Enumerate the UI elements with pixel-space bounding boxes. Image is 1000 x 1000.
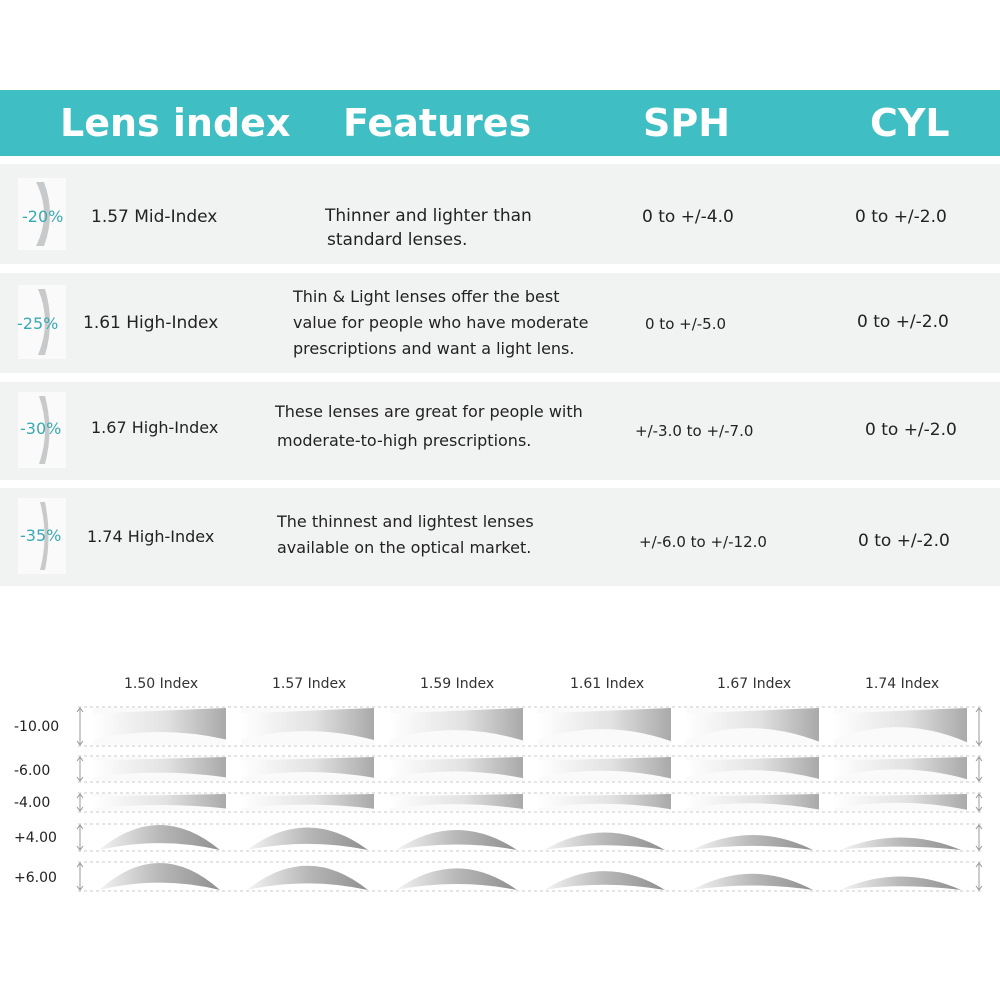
lens-cross-section — [247, 828, 368, 851]
thickness-reduction: -30% — [20, 419, 62, 438]
index-label: 1.67 Index — [717, 676, 792, 692]
lens-cross-section — [544, 871, 665, 890]
features-line: available on the optical market. — [277, 538, 532, 557]
features-line: Thin & Light lenses offer the best — [293, 287, 560, 306]
header-lens-index: Lens index — [60, 101, 291, 145]
sph-range: 0 to +/-5.0 — [645, 315, 727, 333]
header-sph: SPH — [643, 101, 731, 145]
lens-cross-section — [99, 863, 220, 890]
features-line: These lenses are great for people with — [275, 402, 583, 421]
lens-cross-section — [692, 835, 813, 850]
features-line: standard lenses. — [327, 230, 468, 250]
lens-cross-section — [692, 874, 813, 890]
header-features: Features — [343, 101, 532, 145]
index-label: 1.61 Index — [570, 676, 645, 692]
thickness-reduction: -25% — [17, 314, 59, 333]
features-line: moderate-to-high prescriptions. — [277, 431, 532, 450]
sph-range: 0 to +/-4.0 — [642, 207, 734, 227]
lens-cross-section — [247, 866, 368, 890]
index-label: 1.57 Index — [272, 676, 347, 692]
features-line: The thinnest and lightest lenses — [277, 512, 534, 531]
features-line: prescriptions and want a light lens. — [293, 339, 575, 358]
sph-value-label: +4.00 — [14, 830, 57, 846]
lens-cross-section — [840, 838, 961, 851]
lens-cross-section — [840, 877, 961, 891]
cyl-range: 0 to +/-2.0 — [858, 531, 950, 551]
lens-cross-section — [396, 868, 517, 890]
features-line: Thinner and lighter than — [325, 206, 532, 226]
cyl-range: 0 to +/-2.0 — [865, 420, 957, 440]
lens-index-name: 1.57 Mid-Index — [91, 207, 218, 227]
lens-cross-section — [396, 830, 517, 850]
lens-index-name: 1.61 High-Index — [83, 313, 219, 333]
sph-value-label: -6.00 — [14, 763, 51, 779]
lens-index-name: 1.74 High-Index — [87, 527, 215, 546]
thickness-reduction: -20% — [22, 207, 64, 226]
index-label: 1.50 Index — [124, 676, 199, 692]
sph-value-label: -10.00 — [14, 719, 60, 735]
lens-cross-section — [99, 825, 220, 850]
cyl-range: 0 to +/-2.0 — [855, 207, 947, 227]
cyl-range: 0 to +/-2.0 — [857, 312, 949, 332]
sph-range: +/-6.0 to +/-12.0 — [639, 533, 767, 551]
thickness-reduction: -35% — [20, 526, 62, 545]
lens-index-name: 1.67 High-Index — [91, 418, 219, 437]
sph-value-label: -4.00 — [14, 795, 51, 811]
index-label: 1.74 Index — [865, 676, 940, 692]
header-cyl: CYL — [870, 101, 950, 145]
index-label: 1.59 Index — [420, 676, 495, 692]
sph-value-label: +6.00 — [14, 870, 57, 886]
lens-cross-section — [544, 833, 665, 851]
sph-range: +/-3.0 to +/-7.0 — [635, 422, 754, 440]
features-line: value for people who have moderate — [293, 313, 589, 332]
